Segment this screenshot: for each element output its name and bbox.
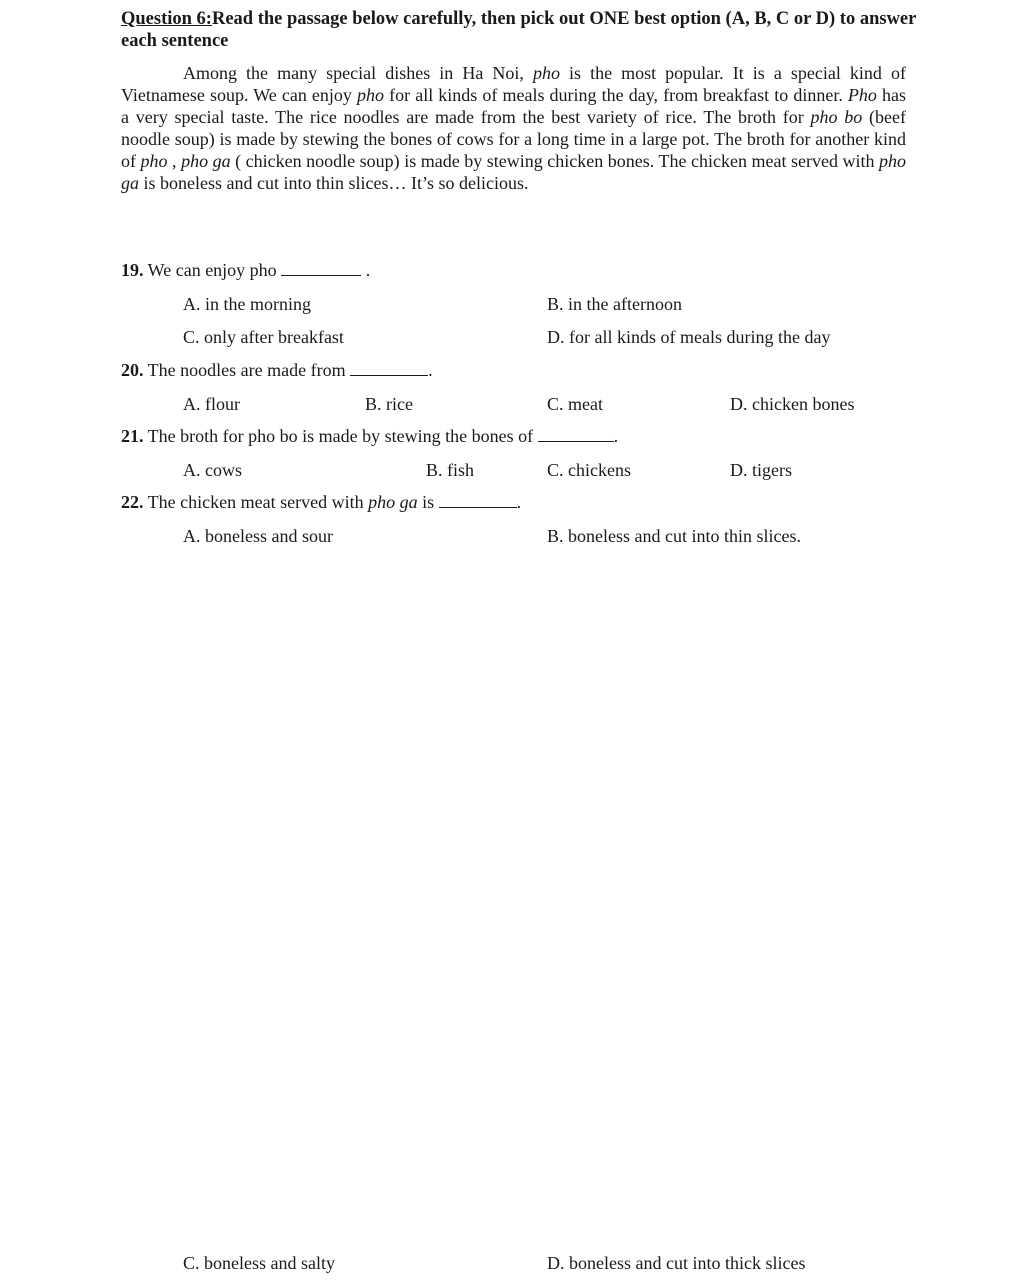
question-21-option-d[interactable]: D. tigers: [730, 460, 792, 480]
question-22-option-b[interactable]: B. boneless and cut into thin slices.: [547, 526, 801, 546]
answer-blank: [350, 361, 428, 376]
question-number: 22.: [121, 492, 144, 512]
question-heading: [121, 8, 921, 52]
question-21-option-b[interactable]: B. fish: [426, 460, 475, 480]
question-label: Question 6:: [121, 9, 212, 29]
question-20-option-d[interactable]: D. chicken bones: [730, 394, 855, 414]
question-20-stem: 20. The noodles are made from .: [121, 360, 433, 380]
question-19-option-c[interactable]: C. only after breakfast: [183, 327, 344, 347]
question-22-stem: 22. The chicken meat served with pho ga is .: [121, 492, 522, 512]
question-19-option-b[interactable]: B. in the afternoon: [547, 294, 682, 314]
question-21-stem: 21. The broth for pho bo is made by stewing the bones of .: [121, 426, 619, 446]
question-instructions: Read the passage below carefully, then pick out ONE best option (A, B, C or D) to answer each sentence: [121, 9, 917, 51]
question-20-option-a[interactable]: A. flour: [183, 394, 240, 414]
question-19-option-d[interactable]: D. for all kinds of meals during the day: [547, 327, 831, 347]
question-20-option-c[interactable]: C. meat: [547, 394, 603, 414]
answer-blank: [538, 427, 614, 442]
question-22-option-d[interactable]: D. boneless and cut into thick slices: [547, 1253, 806, 1273]
question-20-option-b[interactable]: B. rice: [365, 394, 413, 414]
question-22-option-a[interactable]: A. boneless and sour: [183, 526, 333, 546]
reading-passage: [121, 62, 906, 194]
question-19-stem: 19. We can enjoy pho .: [121, 260, 371, 280]
question-number: 21.: [121, 426, 144, 446]
question-22-option-c[interactable]: C. boneless and salty: [183, 1253, 335, 1273]
question-number: 20.: [121, 360, 144, 380]
answer-blank: [281, 261, 361, 276]
question-19-option-a[interactable]: A. in the morning: [183, 294, 311, 314]
passage-paragraph: Among the many special dishes in Ha Noi, pho is the most popular. It is a special kind of Vietnamese soup. We can enjoy pho for all kinds of meals during the day, from breakfast to dinner. Pho has a very special taste. The rice noodles are made from the best variety of rice. The broth for pho bo (beef noodle soup) is made by stewing the bones of cows for a long time in a large pot. The broth for another kind of pho , pho ga ( chicken noodle soup) is made by stewing chicken bones. The chicken meat served with pho ga is boneless and cut into thin slices… It’s so delicious.: [121, 63, 907, 193]
question-21-option-a[interactable]: A. cows: [183, 460, 242, 480]
question-number: 19.: [121, 260, 144, 280]
answer-blank: [439, 493, 517, 508]
question-21-option-c[interactable]: C. chickens: [547, 460, 631, 480]
